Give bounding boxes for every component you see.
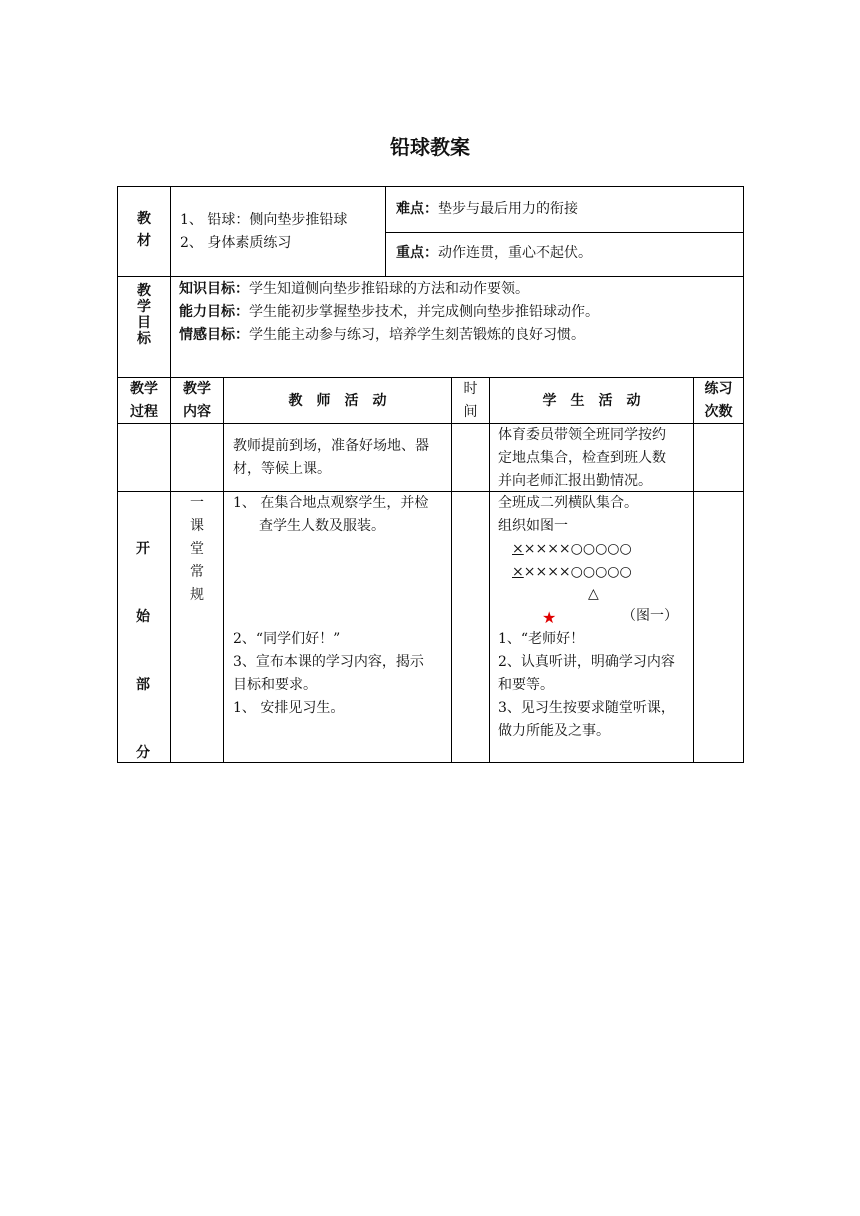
row1-student-line-2: 定地点集合，检查到班人数: [498, 450, 666, 466]
header-teacher: 教 师 活 动: [288, 393, 387, 409]
key-point-text: 动作连贯，重心不起伏。: [438, 245, 592, 261]
goal-knowledge: [179, 278, 599, 301]
row2-process-char-2: 始: [136, 609, 150, 625]
page-title: 铅球教案: [390, 135, 470, 159]
goal-ability-label: 能力目标：: [179, 304, 249, 320]
formation-row-2-leader: ×: [512, 564, 524, 580]
header-student: 学 生 活 动: [542, 393, 641, 409]
goal-emotion: [179, 324, 599, 347]
row2-teacher-item-1-line-1: 1、 在集合地点观察学生，并检: [233, 495, 429, 511]
goals-label: [118, 283, 170, 347]
row2-content-char-5: 规: [190, 587, 204, 603]
row2-student-bottom: [498, 628, 675, 743]
goals-label-text: 教学目标: [137, 283, 151, 347]
row2-student-line-4a: 2、认真听讲，明确学习内容: [498, 654, 675, 670]
header-process-2: 过程: [130, 404, 158, 420]
goals-list: [179, 278, 599, 347]
formation-row-1: [512, 538, 632, 561]
row2-teacher-item-2: 2、“同学们好！”: [233, 631, 341, 647]
header-process-1: 教学: [130, 381, 158, 397]
row2-teacher-item-1-line-2: 查学生人数及服装。: [259, 518, 385, 534]
goal-knowledge-label: 知识目标：: [179, 281, 249, 297]
goal-ability: [179, 301, 599, 324]
row2-content-char-4: 常: [190, 564, 204, 580]
difficulty-label: 难点：: [396, 201, 438, 217]
row1-teacher-line-1: 教师提前到场，准备好场地、器: [233, 438, 429, 454]
row2-teacher-item-3-line-1: 3、宣布本课的学习内容，揭示: [233, 654, 424, 670]
row2-student-line-2: 组织如图一: [498, 518, 568, 534]
difficulty-row: [396, 198, 578, 221]
materials-item-1: 1、 铅球：侧向垫步推铅球: [180, 212, 348, 228]
header-count-2: 次数: [704, 404, 733, 420]
row2-content: [171, 492, 223, 607]
header-time-1: 时: [463, 381, 478, 397]
materials-item-2: 2、 身体素质练习: [180, 235, 292, 251]
formation-row-1-rest: ××××○○○○○: [523, 541, 632, 557]
row1-student-line-1: 体育委员带领全班同学按约: [498, 427, 666, 443]
star-icon: ★: [542, 608, 557, 627]
row2-process-char-1: 开: [136, 541, 150, 557]
row2-student-line-4b: 和要等。: [498, 677, 554, 693]
row2-teacher-item-3-line-2: 目标和要求。: [233, 677, 317, 693]
row2-teacher-items: [233, 628, 424, 720]
formation-row-2-rest: ××××○○○○○: [523, 564, 632, 580]
row2-student-line-3: 1、“老师好！: [498, 631, 585, 647]
formation-teacher-icon: △: [588, 586, 599, 602]
materials-label: [118, 208, 170, 252]
row2-content-char-3: 堂: [190, 541, 204, 557]
goal-emotion-text: 学生能主动参与练习，培养学生刻苦锻炼的良好习惯。: [249, 327, 585, 343]
row2-student-line-5b: 做力所能及之事。: [498, 723, 610, 739]
figure-caption: （图一）: [622, 608, 678, 624]
row1-teacher: [233, 435, 429, 481]
row2-student-line-1: 全班成二列横队集合。: [498, 495, 638, 511]
row2-process-char-4: 分: [136, 745, 150, 761]
header-content-2: 内容: [183, 404, 211, 420]
header-process: [118, 378, 170, 424]
materials-label-text: 教材: [137, 211, 151, 249]
formation-row-1-leader: ×: [512, 541, 524, 557]
header-count-1: 练习: [704, 381, 733, 397]
header-time-2: 间: [463, 404, 478, 420]
row1-student-line-3: 并向老师汇报出勤情况。: [498, 473, 652, 489]
row1-student: [498, 424, 666, 493]
header-time: [452, 378, 489, 424]
row2-teacher-item-1: [233, 492, 428, 538]
header-content-1: 教学: [183, 381, 211, 397]
header-content: [171, 378, 223, 424]
goal-emotion-label: 情感目标：: [179, 327, 249, 343]
key-point-label: 重点：: [396, 245, 438, 261]
row2-teacher-item-4: 1、 安排见习生。: [233, 700, 345, 716]
row1-teacher-line-2: 材，等候上课。: [233, 461, 331, 477]
header-count: [694, 378, 743, 424]
difficulty-text: 垫步与最后用力的衔接: [438, 201, 578, 217]
row2-student-line-5a: 3、见习生按要求随堂听课，: [498, 700, 675, 716]
goal-ability-text: 学生能初步掌握垫步技术，并完成侧向垫步推铅球动作。: [249, 304, 599, 320]
materials-list: [180, 209, 347, 255]
goal-knowledge-text: 学生知道侧向垫步推铅球的方法和动作要领。: [249, 281, 529, 297]
formation-row-2: [512, 561, 632, 584]
row2-process-char-3: 部: [136, 677, 150, 693]
row2-content-char-2: 课: [190, 518, 204, 534]
row2-content-char-1: 一: [190, 495, 204, 511]
row2-student-top: [498, 492, 638, 538]
key-point-row: [396, 242, 592, 265]
